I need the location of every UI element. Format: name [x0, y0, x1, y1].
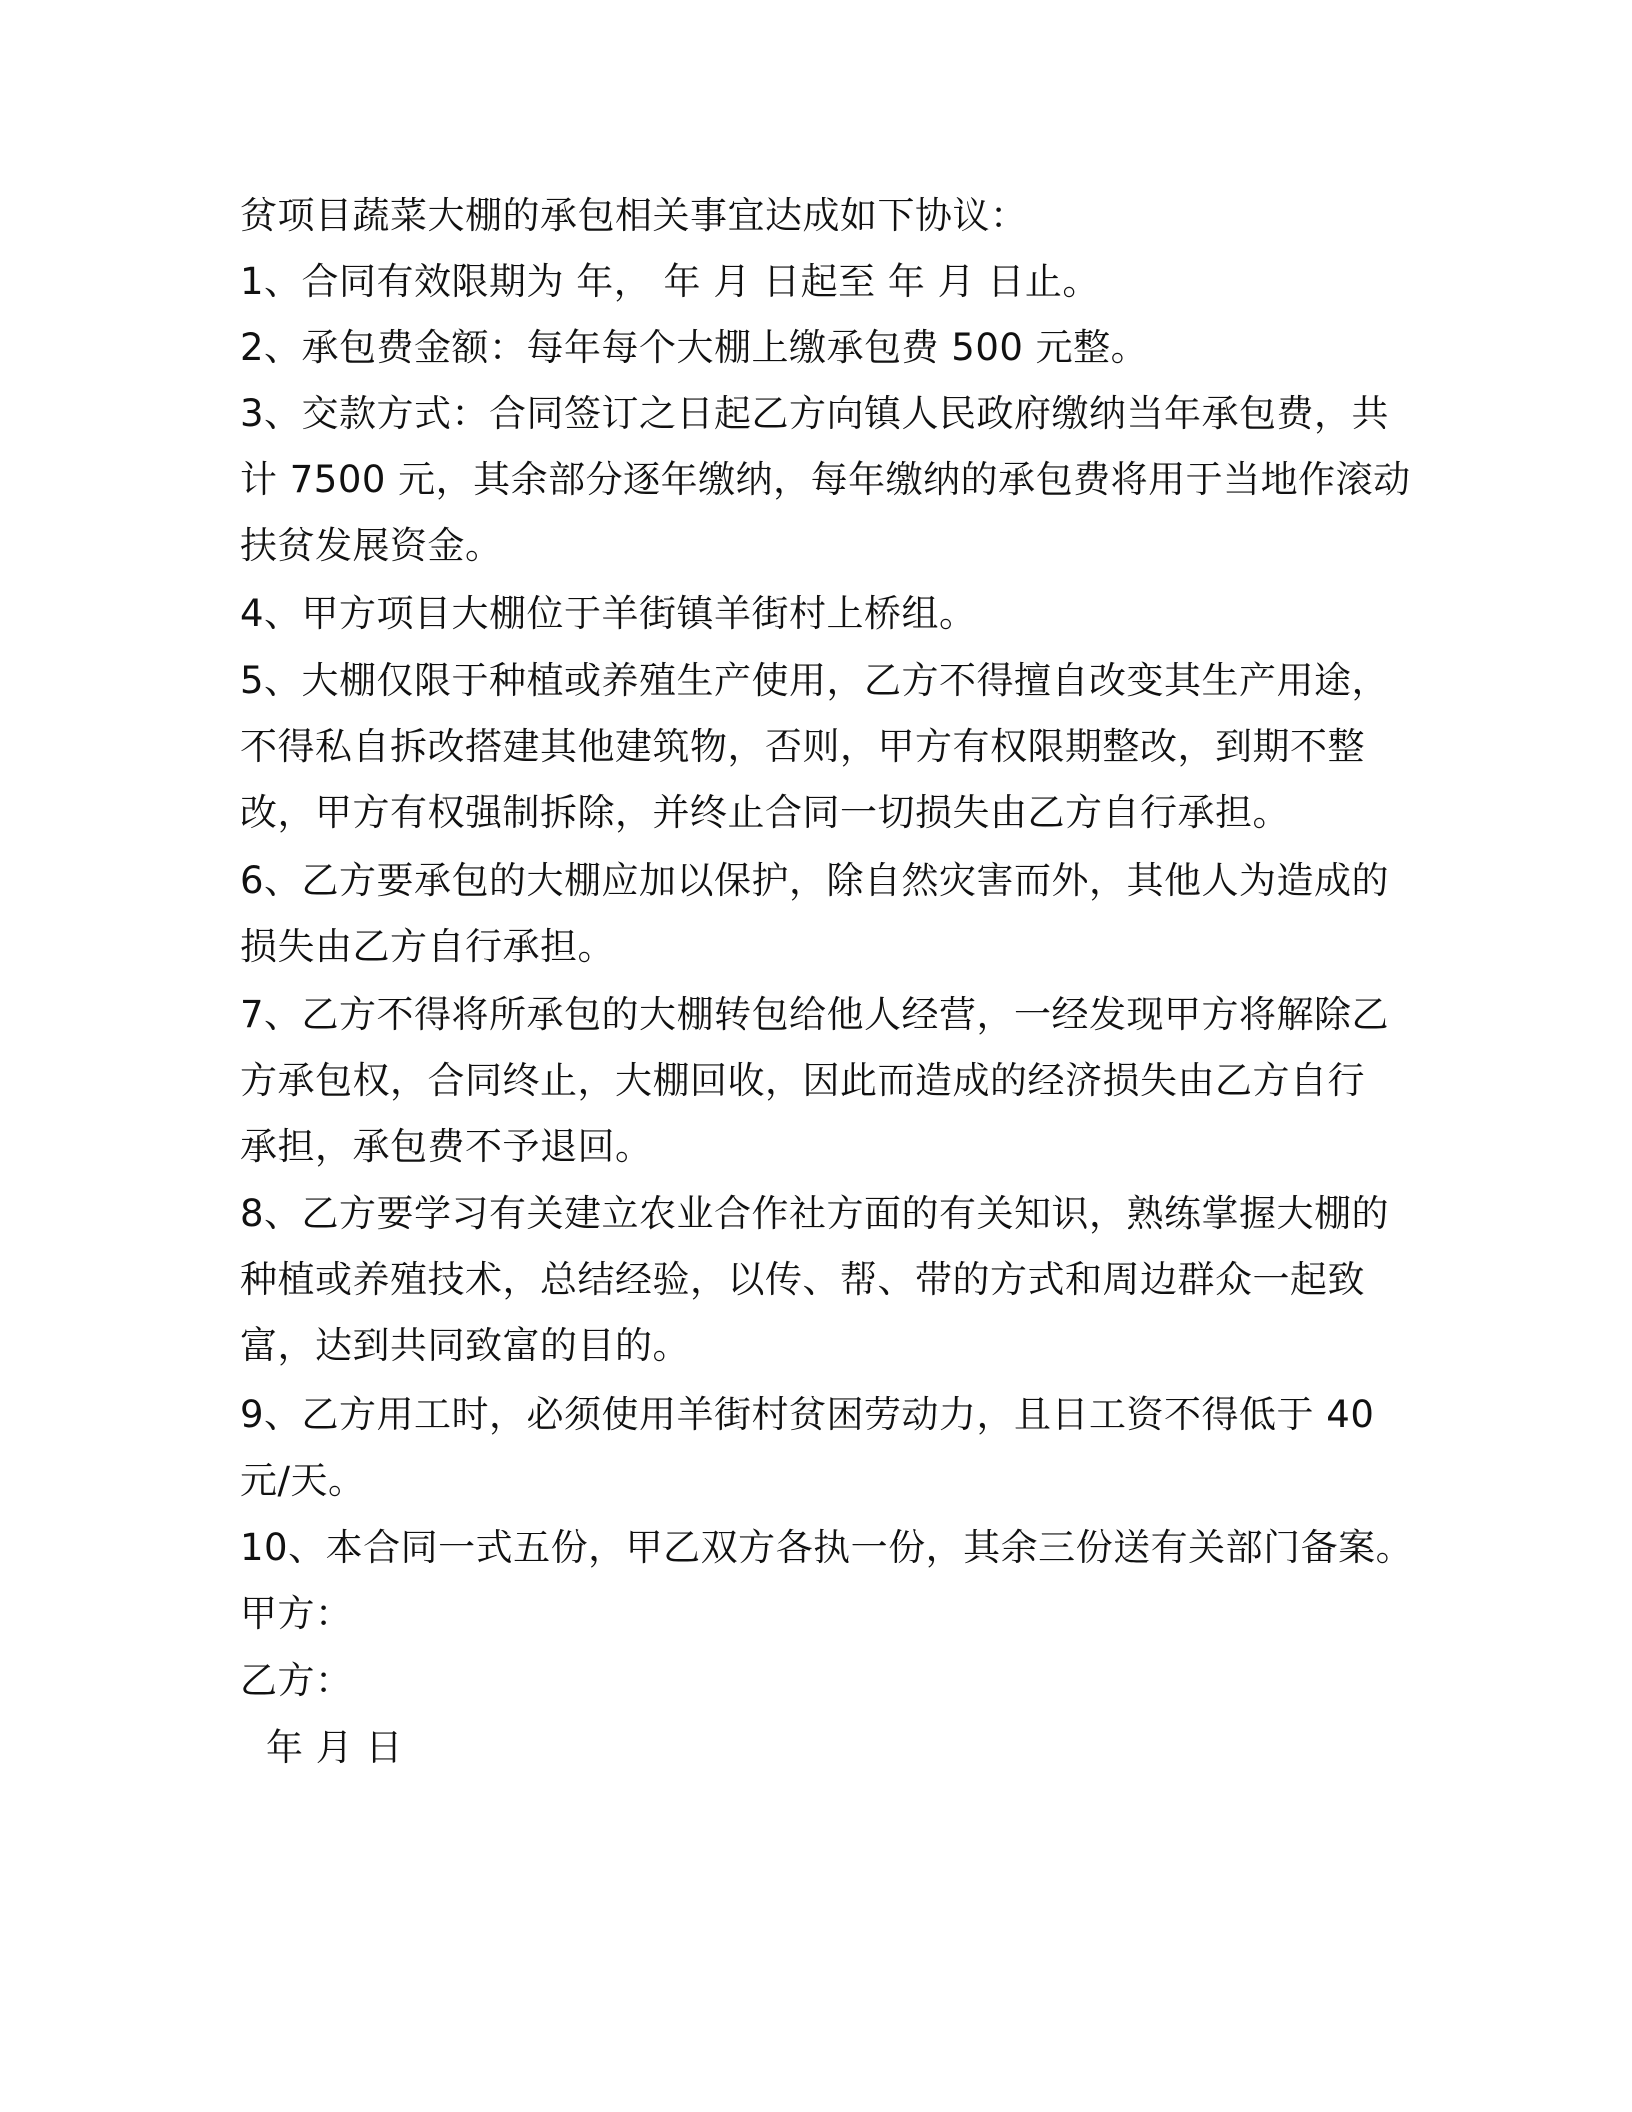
clause-10-line-1: 10、本合同一式五份，甲乙双方各执一份，其余三份送有关部门备案。	[240, 1526, 1414, 1569]
clause-3-line-2: 计 7500 元，其余部分逐年缴纳，每年缴纳的承包费将用于当地作滚动	[240, 458, 1411, 501]
clause-8-line-2: 种植或养殖技术，总结经验，以传、帮、带的方式和周边群众一起致	[240, 1258, 1365, 1301]
clause-2-line-1: 2、承包费金额：每年每个大棚上缴承包费 500 元整。	[240, 326, 1149, 369]
clause-8-line-3: 富，达到共同致富的目的。	[240, 1324, 690, 1367]
clause-3-line-1: 3、交款方式：合同签订之日起乙方向镇人民政府缴纳当年承包费，共	[240, 392, 1390, 435]
clause-4-line-1: 4、甲方项目大棚位于羊街镇羊街村上桥组。	[240, 592, 977, 635]
clause-3-line-3: 扶贫发展资金。	[240, 524, 503, 567]
clause-1-line-1: 1、合同有效限期为 年， 年 月 日起至 年 月 日止。	[240, 260, 1100, 303]
signature-date: 年 月 日	[266, 1726, 404, 1769]
intro-line: 贫项目蔬菜大棚的承包相关事宜达成如下协议：	[240, 194, 1028, 237]
clause-7-line-3: 承担，承包费不予退回。	[240, 1125, 653, 1168]
clause-6-line-2: 损失由乙方自行承担。	[240, 925, 615, 968]
clause-6-line-1: 6、乙方要承包的大棚应加以保护，除自然灾害而外，其他人为造成的	[240, 859, 1390, 902]
clause-7-line-2: 方承包权，合同终止，大棚回收，因此而造成的经济损失由乙方自行	[240, 1059, 1365, 1102]
clause-5-line-2: 不得私自拆改搭建其他建筑物，否则，甲方有权限期整改，到期不整	[240, 725, 1365, 768]
clause-5-line-3: 改，甲方有权强制拆除，并终止合同一切损失由乙方自行承担。	[240, 791, 1290, 834]
clause-5-line-1: 5、大棚仅限于种植或养殖生产使用，乙方不得擅自改变其生产用途，	[240, 659, 1390, 702]
clause-9-line-1: 9、乙方用工时，必须使用羊街村贫困劳动力，且日工资不得低于 40	[240, 1393, 1375, 1436]
party-b-label: 乙方：	[240, 1659, 353, 1702]
clause-7-line-1: 7、乙方不得将所承包的大棚转包给他人经营，一经发现甲方将解除乙	[240, 993, 1390, 1036]
clause-8-line-1: 8、乙方要学习有关建立农业合作社方面的有关知识，熟练掌握大棚的	[240, 1192, 1390, 1235]
party-a-label: 甲方：	[240, 1592, 353, 1635]
clause-9-line-2: 元/天。	[240, 1459, 366, 1502]
